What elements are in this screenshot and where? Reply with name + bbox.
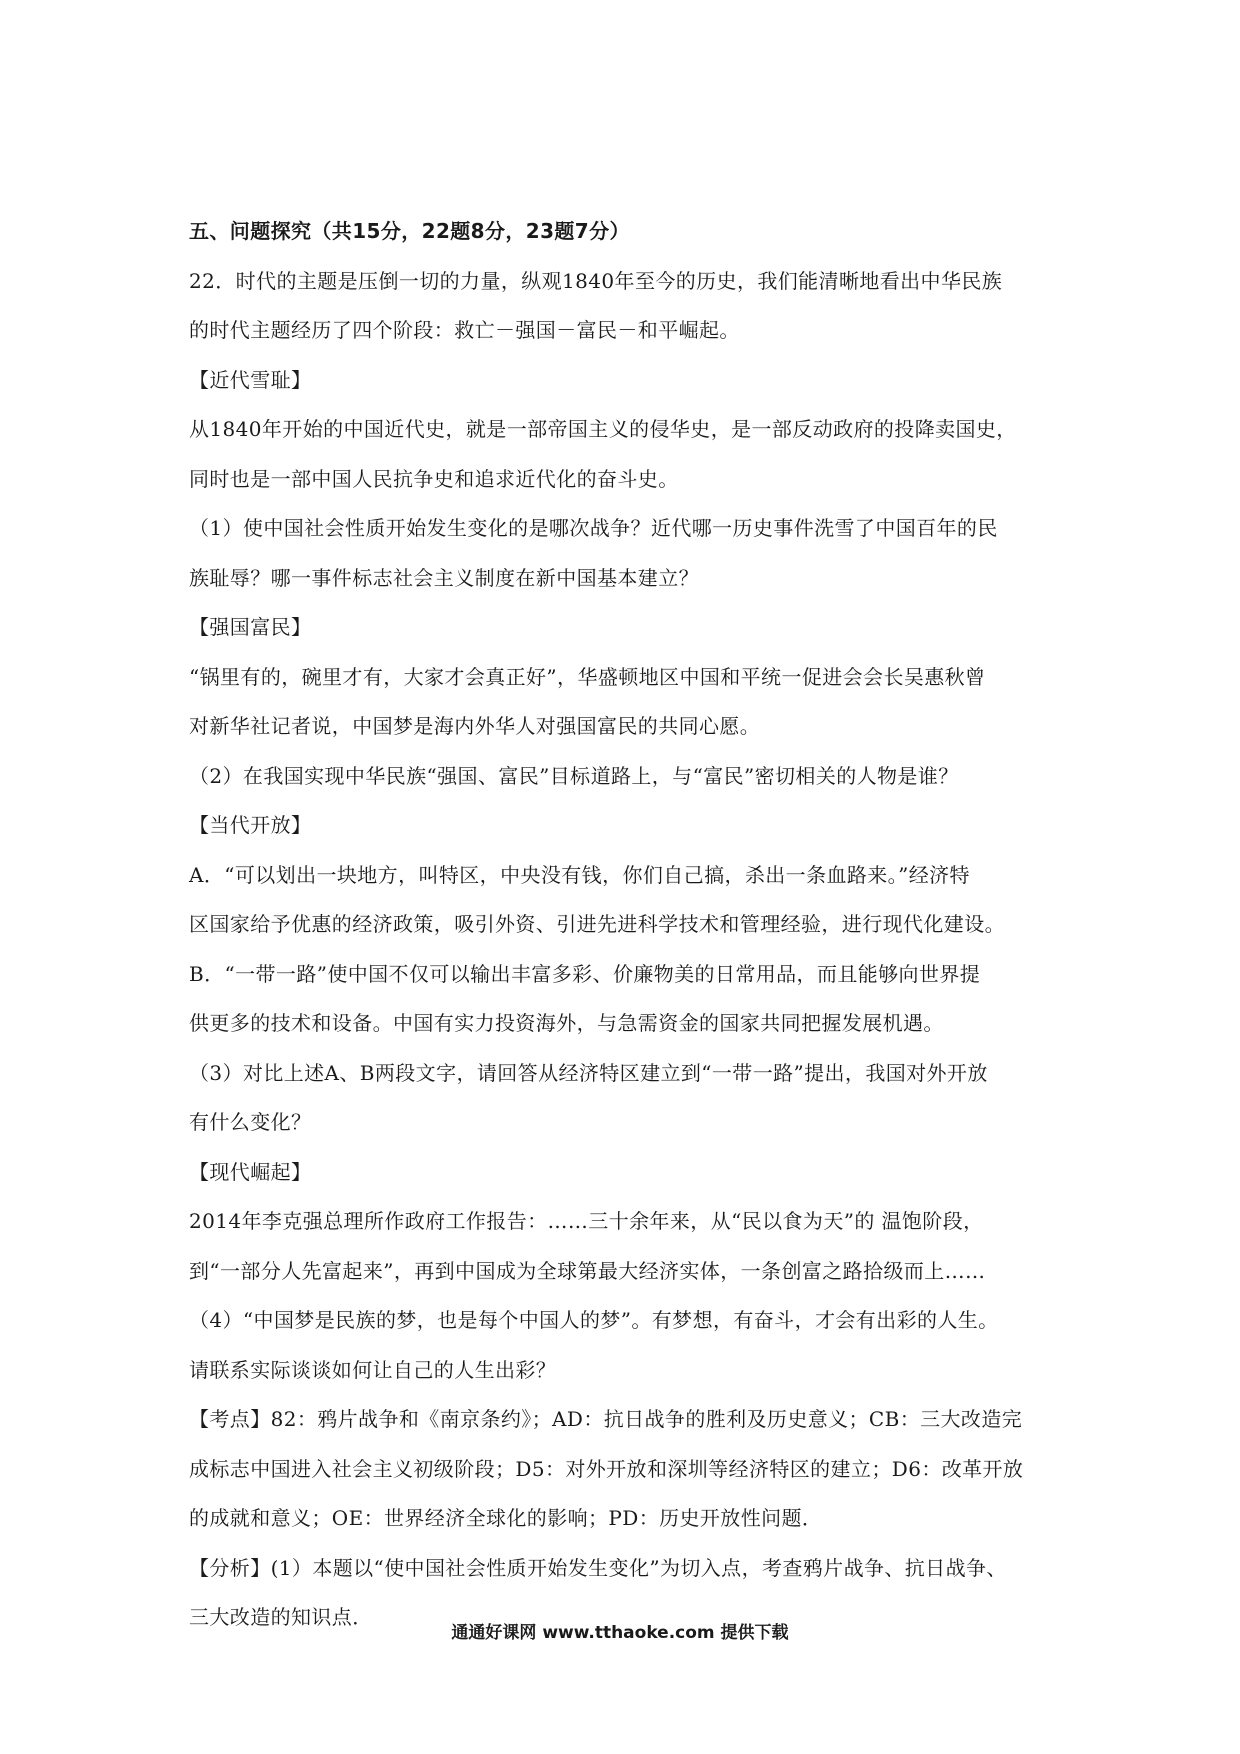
text-line: 从1840年开始的中国近代史，就是一部帝国主义的侵华史，是一部反动政府的投降卖国史， <box>189 417 1017 441</box>
text-line: 【现代崛起】 <box>189 1159 312 1184</box>
text-line: 供更多的技术和设备。中国有实力投资海外，与急需资金的国家共同把握发展机遇。 <box>189 1011 944 1035</box>
text-line: （4）“中国梦是民族的梦，也是每个中国人的梦”。有梦想，有奋斗，才会有出彩的人生。 <box>189 1308 999 1332</box>
text-line: 到“一部分人先富起来”，再到中国成为全球第最大经济实体，一条创富之路拾级而上…… <box>189 1258 986 1283</box>
text-line: 区国家给予优惠的经济政策，吸引外资、引进先进科学技术和管理经验，进行现代化建设。 <box>189 912 1005 936</box>
text-line: 【考点】82：鸦片战争和《南京条约》；AD：抗日战争的胜利及历史意义；CB：三大改造完 <box>189 1407 1023 1431</box>
text-line: 成标志中国进入社会主义初级阶段；D5：对外开放和深圳等经济特区的建立；D6：改革开放 <box>189 1456 1024 1481</box>
text-line: B．“一带一路”使中国不仅可以输出丰富多彩、价廉物美的日常用品，而且能够向世界提 <box>189 961 981 986</box>
text-line: 的时代主题经历了四个阶段：救亡－强国－富民－和平崛起。 <box>189 318 740 342</box>
text-line: 【近代雪耻】 <box>189 367 312 392</box>
page-footer: 通通好课网 www.tthaoke.com 提供下载 <box>451 1623 789 1643</box>
text-line: 【强国富民】 <box>189 615 312 639</box>
text-line: “锅里有的，碗里才有，大家才会真正好”，华盛顿地区中国和平统一促进会会长吴惠秋曾 <box>189 664 986 689</box>
text-line: （1）使中国社会性质开始发生变化的是哪次战争？近代哪一历史事件洗雪了中国百年的民 <box>189 516 998 540</box>
page-content <box>189 207 1059 1643</box>
text-line: 三大改造的知识点． <box>189 1605 373 1629</box>
text-line: 22．时代的主题是压倒一切的力量，纵观1840年至今的历史，我们能清晰地看出中华民族 <box>189 268 1003 293</box>
text-line: 的成就和意义；OE：世界经济全球化的影响；PD：历史开放性问题． <box>189 1506 823 1530</box>
text-line: A．“可以划出一块地方，叫特区，中央没有钱，你们自己搞，杀出一条血路来。”经济特 <box>189 862 970 887</box>
text-line: （3）对比上述A、B两段文字，请回答从经济特区建立到“一带一路”提出，我国对外开放 <box>189 1060 988 1085</box>
text-line: 族耻辱？哪一事件标志社会主义制度在新中国基本建立？ <box>189 565 699 590</box>
text-line: 【当代开放】 <box>189 813 312 837</box>
text-line: 请联系实际谈谈如何让自己的人生出彩？ <box>189 1357 557 1382</box>
text-line: 有什么变化？ <box>189 1110 312 1134</box>
text-line: 对新华社记者说，中国梦是海内外华人对强国富民的共同心愿。 <box>189 714 761 738</box>
text-line: 【分析】(1）本题以“使中国社会性质开始发生变化”为切入点，考查鸦片战争、抗日战争、 <box>189 1555 1007 1580</box>
text-line: 2014年李克强总理所作政府工作报告：……三十余年来，从“民以食为天”的 温饱阶段， <box>189 1209 984 1233</box>
text-line: （2）在我国实现中华民族“强国、富民”目标道路上，与“富民”密切相关的人物是谁？ <box>189 763 959 788</box>
section-heading: 五、问题探究（共15分，22题8分，23题7分） <box>189 219 630 243</box>
text-line: 同时也是一部中国人民抗争史和追求近代化的奋斗史。 <box>189 466 679 491</box>
